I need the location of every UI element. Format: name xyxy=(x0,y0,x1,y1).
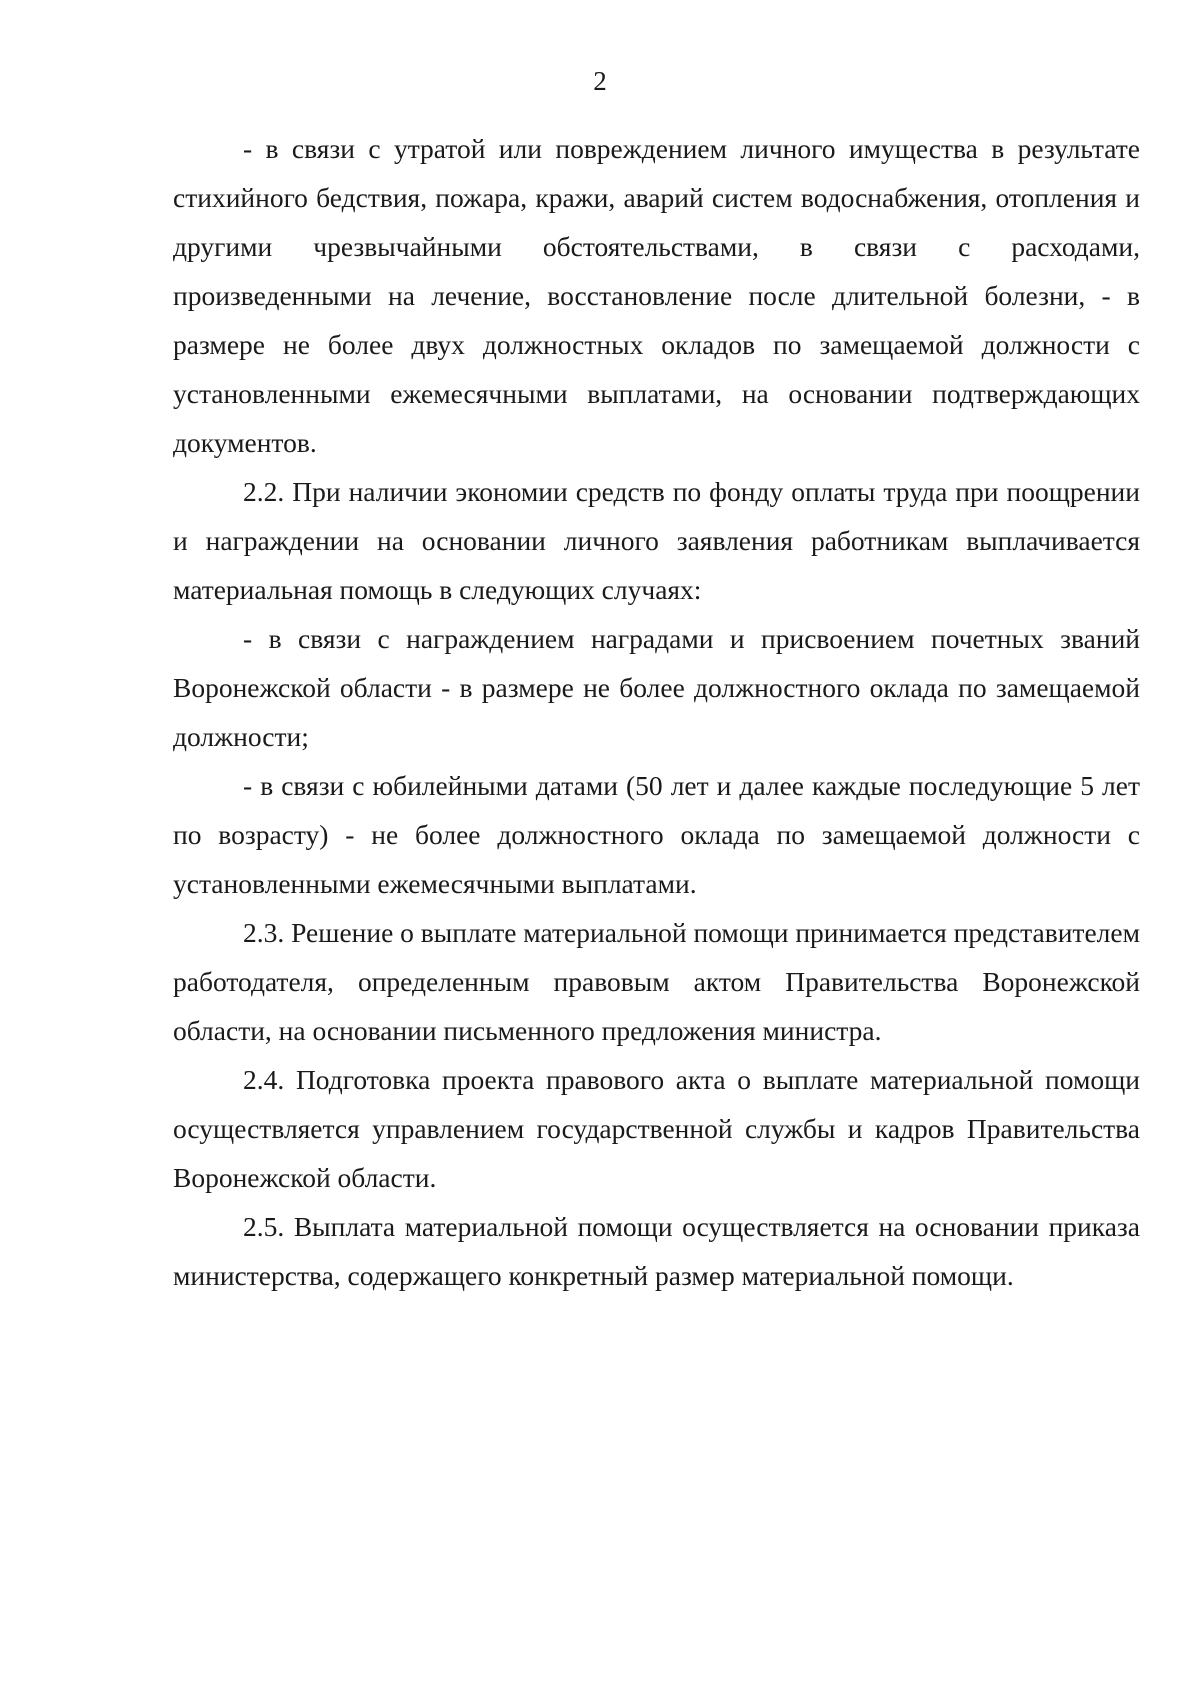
paragraph-2-5: 2.5. Выплата материальной помощи осуществляется на основании приказа министерства, содержащего конкретный размер материальной помощи. xyxy=(173,1211,1140,1291)
document-body xyxy=(173,124,1140,1300)
paragraph-2-3: 2.3. Решение о выплате материальной помощи принимается представителем работодателя, определенным правовым актом Правительства Воронежской области, на основании письменного предложения министра. xyxy=(173,917,1140,1046)
paragraph-2-2: 2.2. При наличии экономии средств по фонду оплаты труда при поощрении и награждении на основании личного заявления работникам выплачивается материальная помощь в следующих случаях: xyxy=(173,476,1140,605)
paragraph-2-4: 2.4. Подготовка проекта правового акта о выплате материальной помощи осуществляется управлением государственной службы и кадров Правительства Воронежской области. xyxy=(173,1064,1140,1193)
paragraph-anniversary: - в связи с юбилейными датами (50 лет и далее каждые последующие 5 лет по возрасту) - не более должностного оклада по замещаемой должности с установленными ежемесячными выплатами. xyxy=(173,770,1140,899)
paragraph-property-loss: - в связи с утратой или повреждением личного имущества в результате стихийного бедствия, пожара, кражи, аварий систем водоснабжения, отопления и другими чрезвычайными обстоятельствами, в связи с расходами, произведенными на лечение, восстановление после длительной болезни, - в размере не более двух должностных окладов по замещаемой должности с установленными ежемесячными выплатами, на основании подтверждающих документов. xyxy=(173,133,1140,458)
paragraph-awards: - в связи с награждением наградами и присвоением почетных званий Воронежской области - в размере не более должностного оклада по замещаемой должности; xyxy=(173,623,1140,752)
page-number: 2 xyxy=(593,66,607,96)
